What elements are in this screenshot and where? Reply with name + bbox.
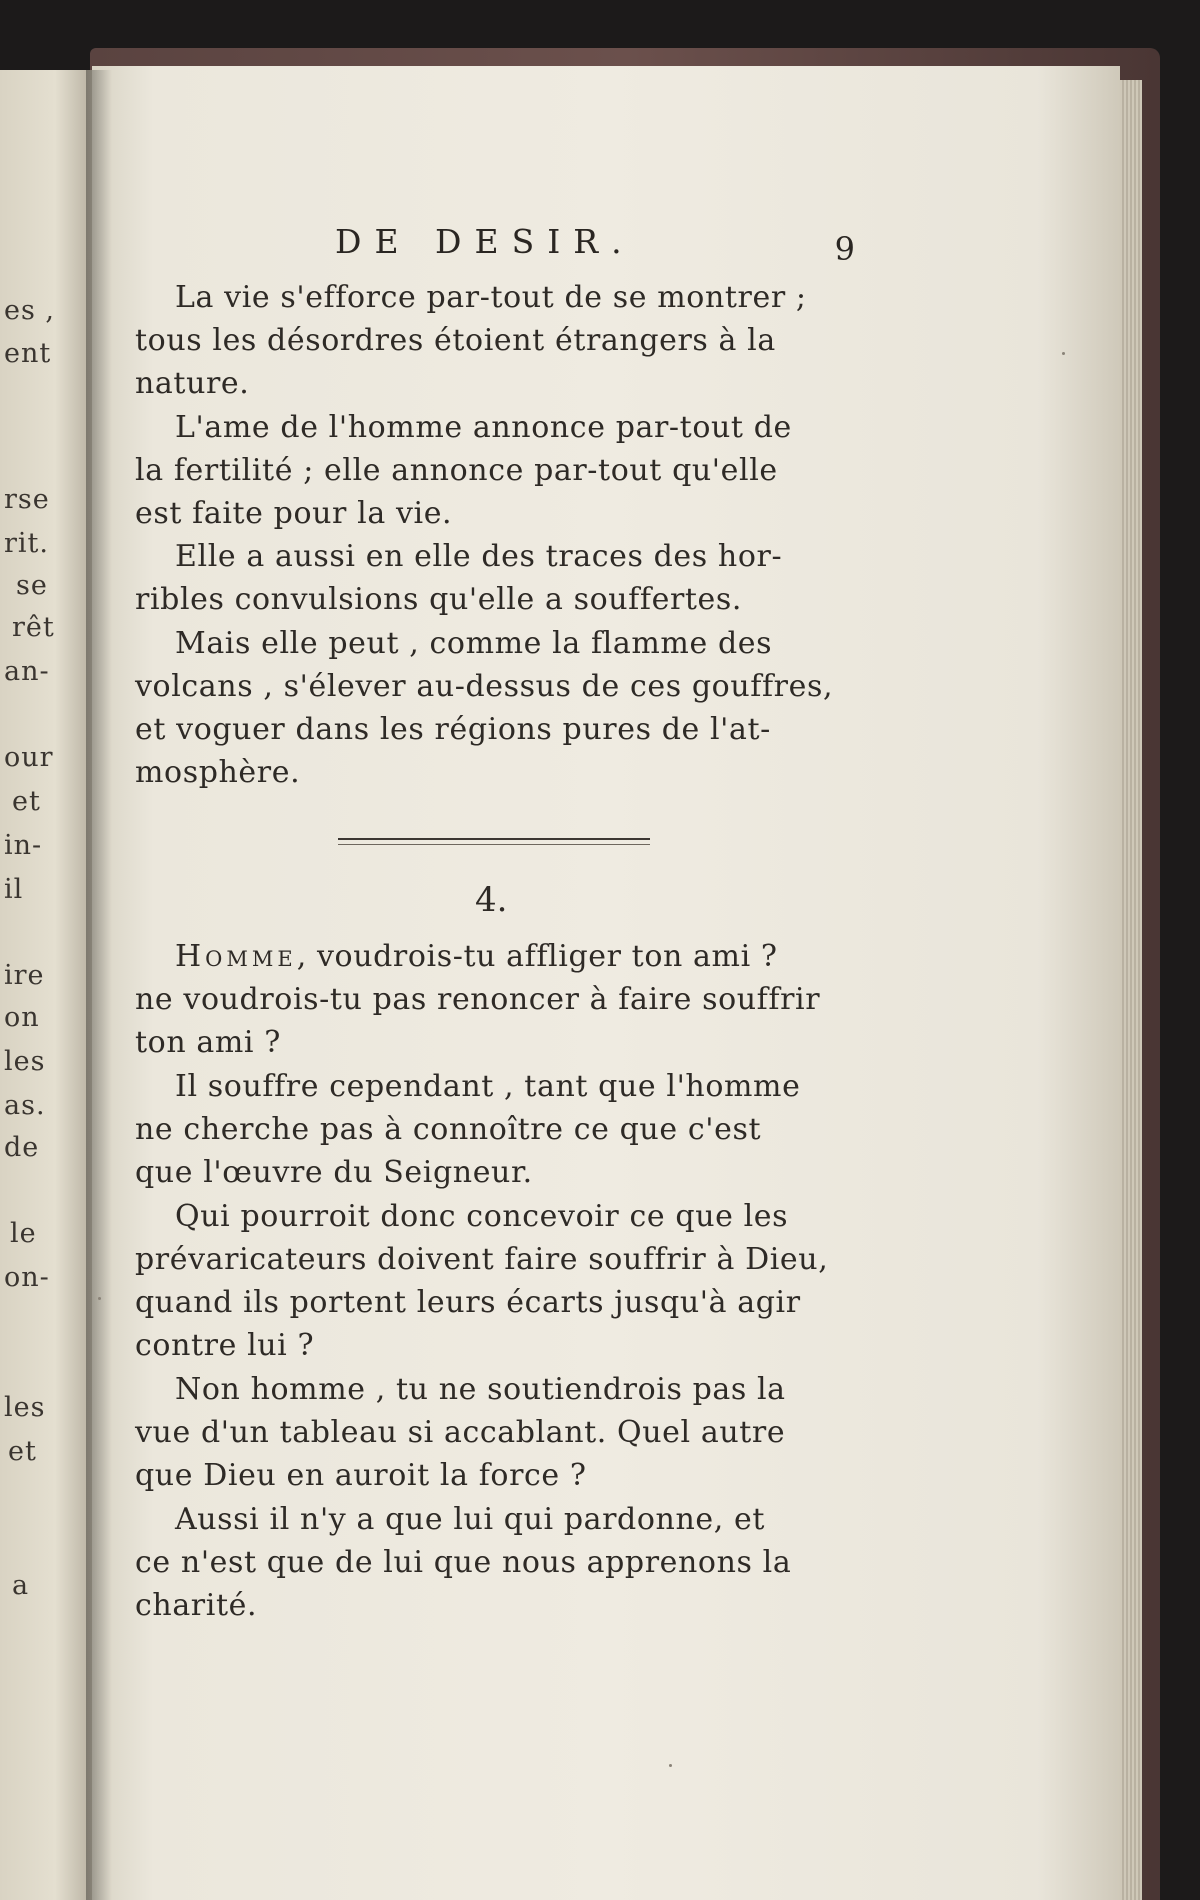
prev-page-fragment: rêt [12,612,55,643]
text-line: la fertilité ; elle annonce par-tout qu'elle [135,453,778,488]
text-line: Non homme , tu ne soutiendrois pas la [175,1372,786,1407]
text-line: vue d'un tableau si accablant. Quel autre [135,1415,786,1450]
gutter-shadow [86,70,112,1900]
text-line: L'ame de l'homme annonce par-tout de [175,410,792,445]
text-line: ne cherche pas à connoître ce que c'est [135,1112,762,1147]
text-line: nature. [135,366,250,401]
prev-page-fragment: es , [4,295,55,326]
text-line: Mais elle peut , comme la flamme des [175,626,773,661]
prev-page-fragment: les [4,1392,46,1423]
text-line: Qui pourroit donc concevoir ce que les [175,1199,789,1234]
text-line: est faite pour la vie. [135,496,453,531]
section-rule [338,838,650,845]
text-line: ce n'est que de lui que nous apprenons la [135,1545,792,1580]
text-line: que l'œuvre du Seigneur. [135,1155,533,1190]
prev-page-fragment: le [10,1218,37,1249]
prev-page-fragment: se [16,570,48,601]
text-line: Elle a aussi en elle des traces des hor- [175,539,783,574]
running-head [335,222,855,272]
prev-page-fragment: il [4,874,24,905]
running-head-title: DE DESIR. [335,222,635,261]
page-edges [1120,80,1142,1900]
text-line: ribles convulsions qu'elle a souffertes. [135,582,743,617]
prev-page-fragment: a [12,1570,30,1601]
prev-page-fragment: les [4,1046,46,1077]
prev-page-fragment: et [8,1436,37,1467]
prev-page-fragment: in- [4,830,43,861]
text-line: La vie s'efforce par-tout de se montrer ; [175,280,807,315]
prev-page-fragment: on- [4,1262,50,1293]
prev-page-fragment: as. [4,1090,46,1121]
prev-page-fragment: ent [4,338,52,369]
prev-page-fragment: our [4,742,54,773]
paper-speck [1062,352,1065,355]
text-line [175,939,855,974]
prev-page-fragment: rit. [4,528,49,559]
text-line: tous les désordres étoient étrangers à la [135,323,776,358]
text-line: et voguer dans les régions pures de l'at- [135,712,771,747]
prev-page-fragment: et [12,786,41,817]
text-line: quand ils portent leurs écarts jusqu'à agir [135,1285,801,1320]
text-line: volcans , s'élever au-dessus de ces gouffres, [135,669,834,704]
text-line: ne voudrois-tu pas renoncer à faire souffrir [135,982,821,1017]
previous-page-edge [0,70,92,1900]
section-number: 4. [475,880,508,920]
text-line: Aussi il n'y a que lui qui pardonne, et [175,1502,766,1537]
text-line-rest: , voudrois-tu affliger ton ami ? [296,939,778,974]
text-line: charité. [135,1588,258,1623]
prev-page-fragment: an- [4,656,50,687]
page-number: 9 [834,230,855,268]
prev-page-fragment: ire [4,960,45,991]
text-line: mosphère. [135,755,301,790]
prev-page-fragment: on [4,1002,40,1033]
paper-speck [98,1297,101,1300]
paper-speck [669,1764,672,1767]
section-lead-word: Homme [175,939,297,974]
prev-page-fragment: de [4,1132,40,1163]
text-line: contre lui ? [135,1328,315,1363]
text-line: ton ami ? [135,1025,281,1060]
text-line: que Dieu en auroit la force ? [135,1458,587,1493]
text-line: Il souffre cependant , tant que l'homme [175,1069,801,1104]
prev-page-fragment: rse [4,484,50,515]
text-line: prévaricateurs doivent faire souffrir à Dieu, [135,1242,829,1277]
